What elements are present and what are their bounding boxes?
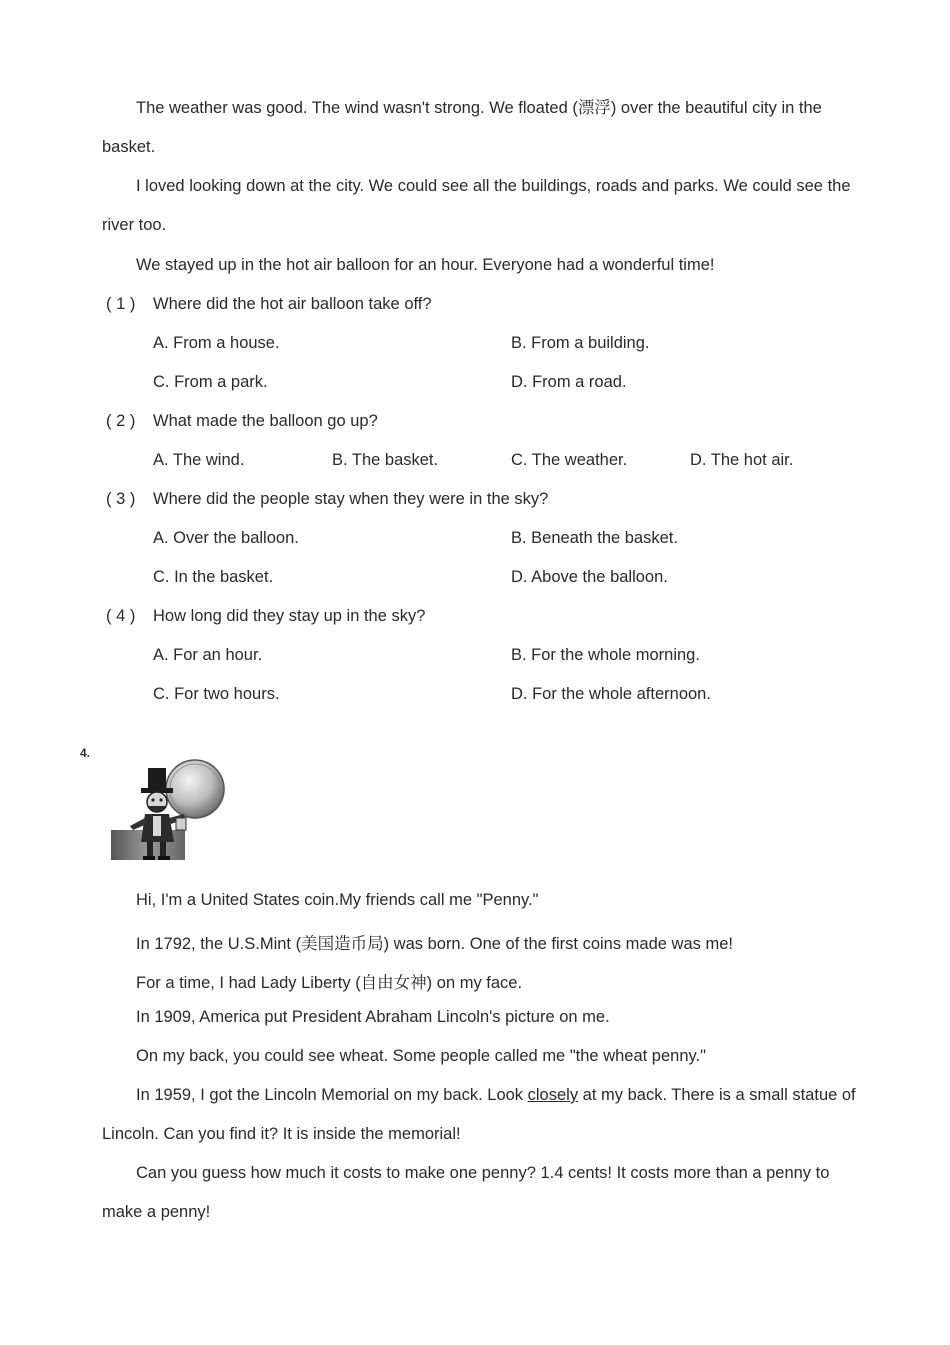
option-1b: B. From a building. bbox=[511, 334, 650, 352]
option-1c: C. From a park. bbox=[153, 373, 268, 391]
option-3a: A. Over the balloon. bbox=[153, 529, 299, 547]
penny-line-4: In 1909, America put President Abraham Lincoln's picture on me. bbox=[136, 1008, 610, 1026]
option-2d: D. The hot air. bbox=[690, 451, 794, 469]
underlined-word: closely bbox=[527, 1086, 579, 1104]
question-1: ( 1 ) Where did the hot air balloon take off? bbox=[106, 295, 432, 313]
penny-character-illustration bbox=[108, 756, 228, 864]
penny-paragraph-7: Can you guess how much it costs to make one penny? 1.4 cents! It costs more than a penny to make a penny! bbox=[102, 1164, 830, 1221]
penny-paragraph-6: In 1959, I got the Lincoln Memorial on my back. Look closely at my back. There is a small statue of Lincoln. Can you find it? It is inside the memorial! bbox=[102, 1086, 856, 1143]
option-2a: A. The wind. bbox=[153, 451, 245, 469]
option-4d: D. For the whole afternoon. bbox=[511, 685, 711, 703]
section-number: 4. bbox=[80, 746, 91, 760]
option-4b: B. For the whole morning. bbox=[511, 646, 700, 664]
option-3c: C. In the basket. bbox=[153, 568, 274, 586]
question-3: ( 3 ) Where did the people stay when they were in the sky? bbox=[106, 490, 549, 508]
option-4a: A. For an hour. bbox=[153, 646, 263, 664]
option-1a: A. From a house. bbox=[153, 334, 280, 352]
passage-paragraph: I loved looking down at the city. We could see all the buildings, roads and parks. We could see the river too. bbox=[102, 177, 851, 234]
option-3d: D. Above the balloon. bbox=[511, 568, 668, 586]
option-4c: C. For two hours. bbox=[153, 685, 280, 703]
option-2b: B. The basket. bbox=[332, 451, 439, 469]
question-2: ( 2 ) What made the balloon go up? bbox=[106, 412, 378, 430]
penny-line-5: On my back, you could see wheat. Some people called me "the wheat penny." bbox=[136, 1047, 706, 1065]
passage-paragraph: We stayed up in the hot air balloon for an hour. Everyone had a wonderful time! bbox=[136, 256, 715, 274]
penny-line-1: Hi, I'm a United States coin.My friends call me "Penny." bbox=[136, 891, 539, 909]
option-2c: C. The weather. bbox=[511, 451, 628, 469]
question-4: ( 4 ) How long did they stay up in the sky? bbox=[106, 607, 426, 625]
penny-line-2: In 1792, the U.S.Mint (美国造币局) was born. One of the first coins made was me! bbox=[136, 935, 733, 953]
option-3b: B. Beneath the basket. bbox=[511, 529, 678, 547]
passage-paragraph: The weather was good. The wind wasn't strong. We floated (漂浮) over the beautiful city in the basket. bbox=[102, 99, 822, 156]
penny-line-3: For a time, I had Lady Liberty (自由女神) on my face. bbox=[136, 974, 523, 992]
option-1d: D. From a road. bbox=[511, 373, 627, 391]
